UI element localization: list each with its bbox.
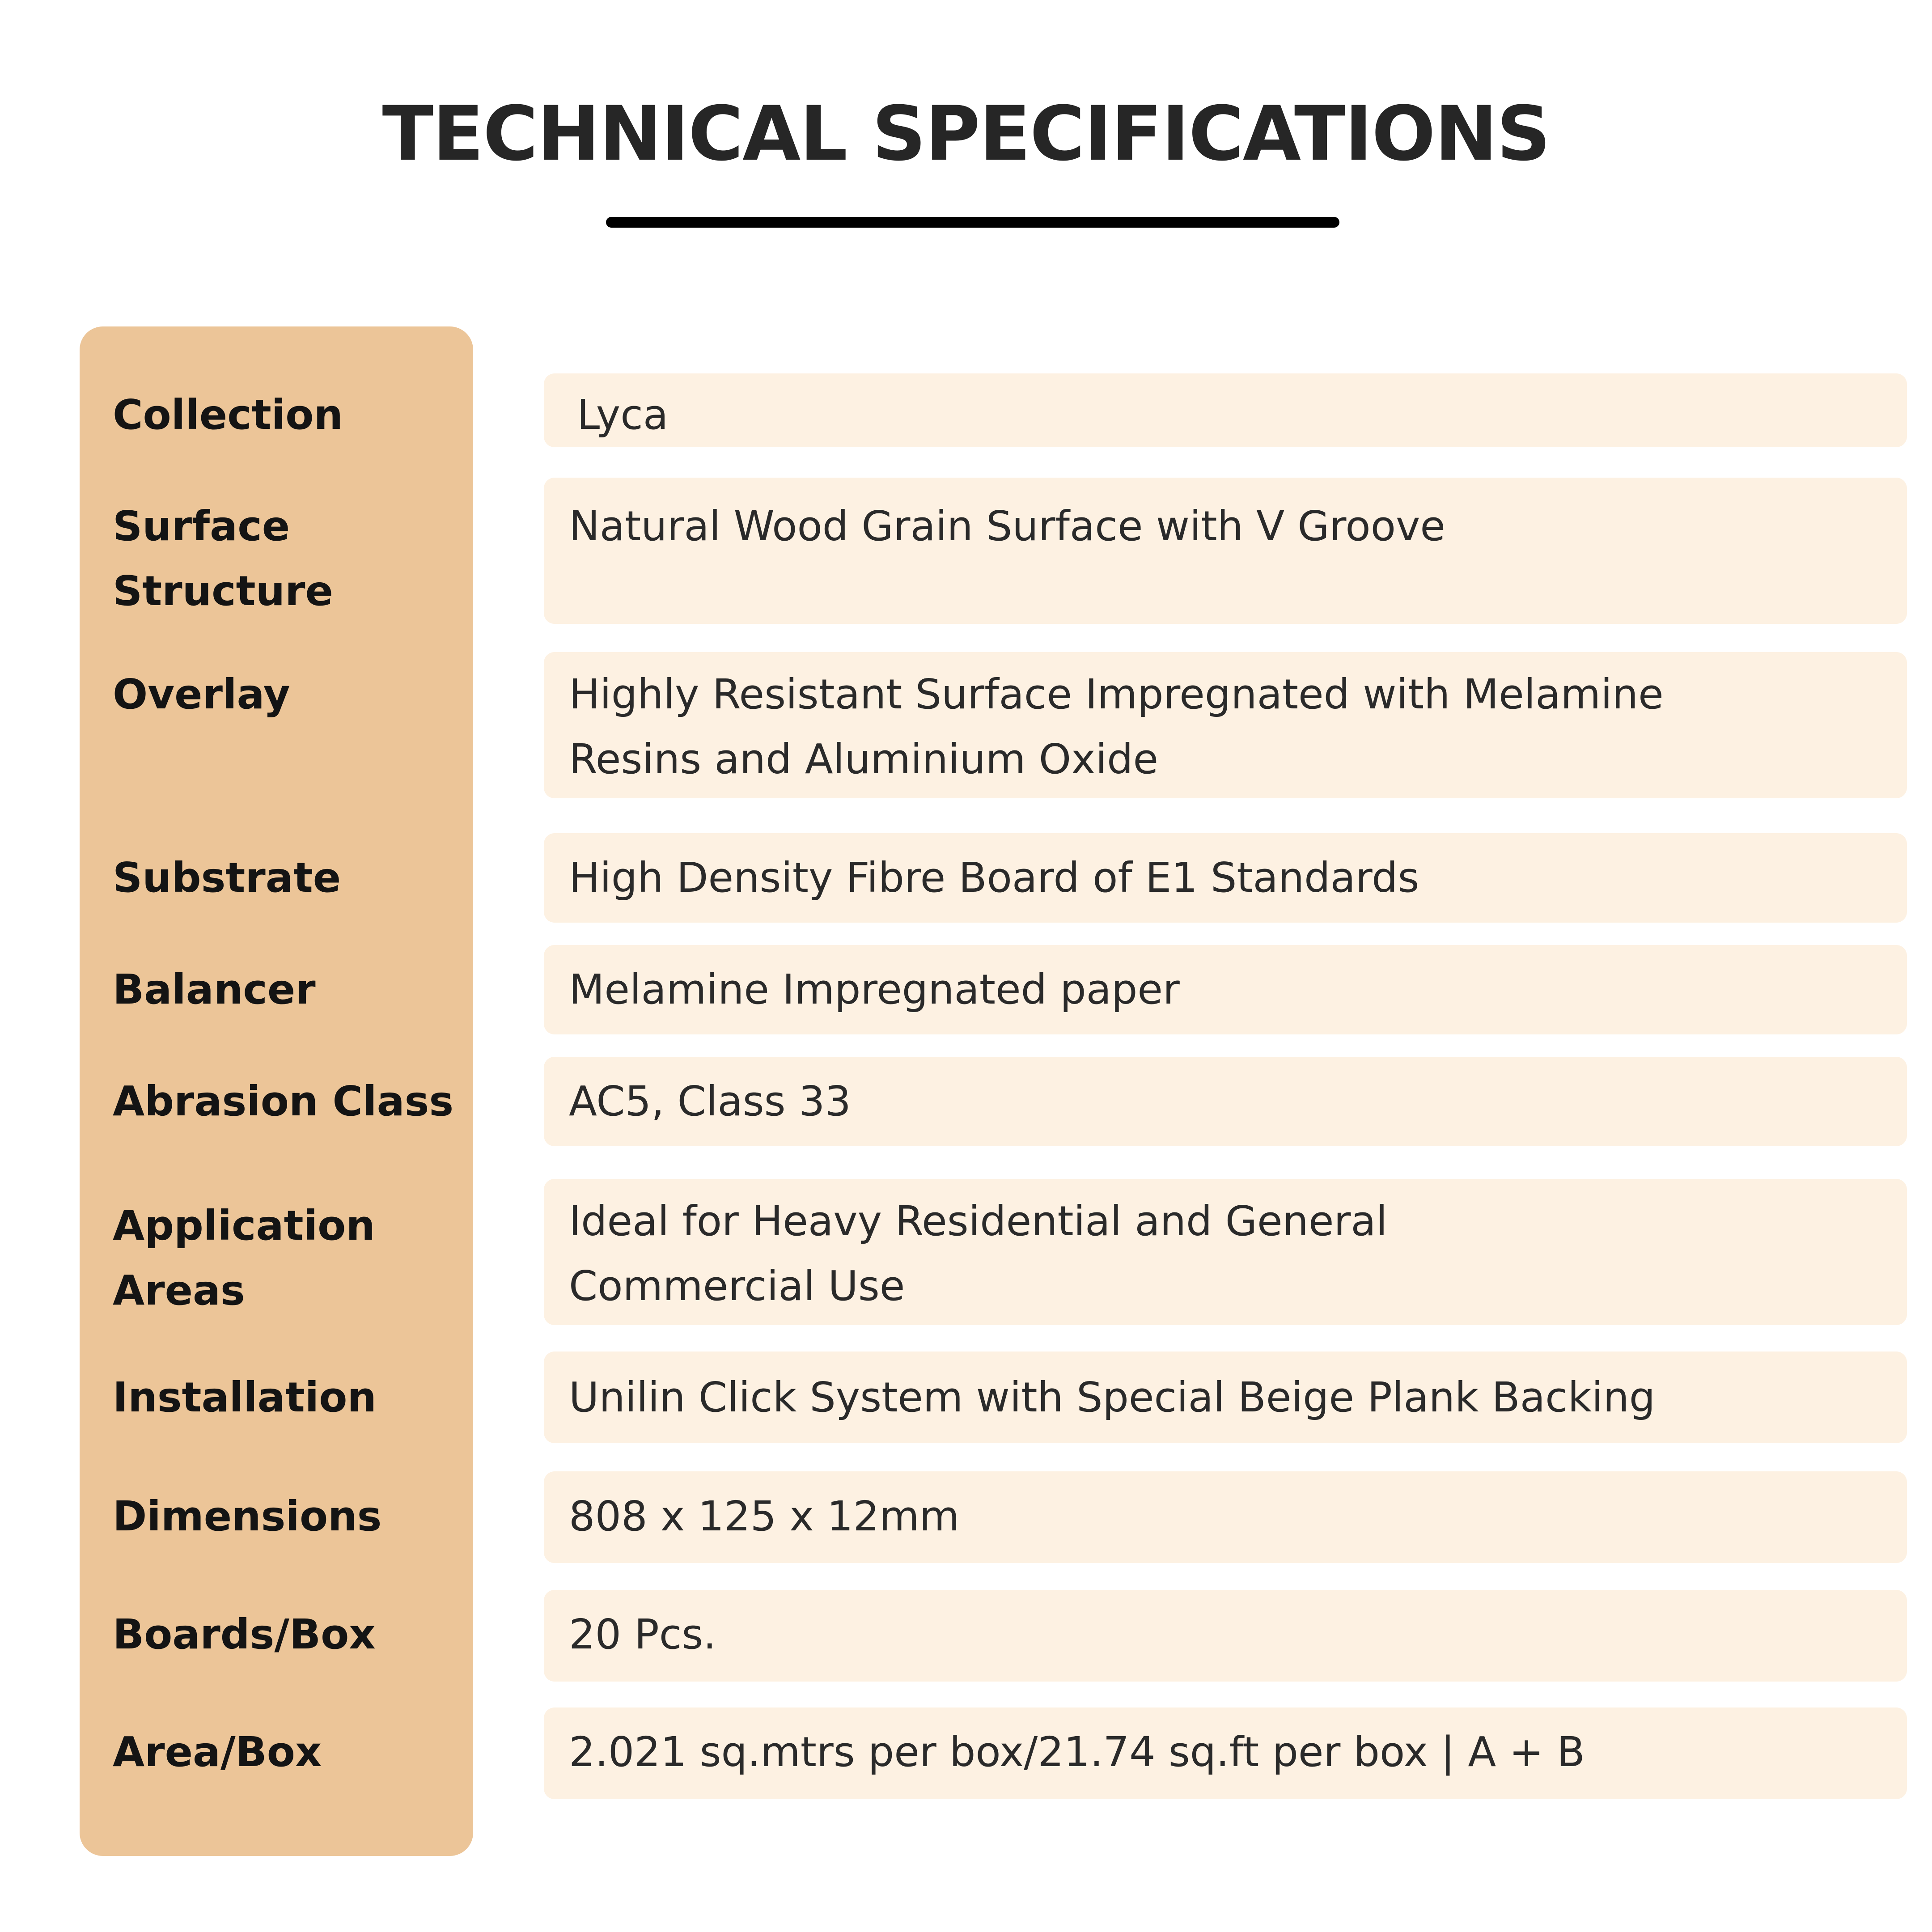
spec-value-overlay	[569, 662, 1893, 792]
value-line: AC5, Class 33	[569, 1077, 851, 1125]
value-line: Ideal for Heavy Residential and General	[569, 1197, 1388, 1245]
spec-value-abrasion-class	[569, 1069, 1893, 1134]
page-title: TECHNICAL SPECIFICATIONS	[382, 90, 1550, 178]
spec-label-substrate	[113, 845, 462, 910]
value-line: 20 Pcs.	[569, 1610, 716, 1658]
spec-value-boards-per-box	[569, 1602, 1893, 1667]
label-line: Installation	[113, 1373, 377, 1421]
value-line: 808 x 125 x 12mm	[569, 1492, 960, 1540]
spec-value-application-areas	[569, 1189, 1893, 1318]
spec-value-installation	[569, 1365, 1893, 1430]
label-line: Boards/Box	[113, 1610, 376, 1658]
spec-label-overlay	[113, 662, 462, 727]
label-line: Dimensions	[113, 1492, 382, 1540]
spec-label-collection	[113, 382, 462, 447]
spec-label-area-per-box	[113, 1720, 462, 1784]
value-line: 2.021 sq.mtrs per box/21.74 sq.ft per box | A + B	[569, 1728, 1585, 1776]
label-line: Substrate	[113, 854, 341, 902]
value-line: Lyca	[577, 391, 669, 439]
value-line: Unilin Click System with Special Beige Plank Backing	[569, 1373, 1656, 1421]
spec-value-collection	[577, 382, 1901, 447]
spec-value-area-per-box	[569, 1720, 1893, 1784]
spec-label-installation	[113, 1365, 462, 1430]
spec-label-balancer	[113, 957, 462, 1022]
title-underline	[606, 217, 1339, 228]
label-line: Areas	[113, 1267, 245, 1314]
spec-label-boards-per-box	[113, 1602, 462, 1667]
label-line: Overlay	[113, 670, 290, 718]
spec-value-balancer	[569, 957, 1893, 1022]
label-line: Area/Box	[113, 1728, 322, 1776]
value-line: Natural Wood Grain Surface with V Groove	[569, 502, 1446, 550]
label-line: Balancer	[113, 966, 316, 1013]
label-line: Abrasion Class	[113, 1077, 454, 1125]
value-line: Resins and Aluminium Oxide	[569, 735, 1159, 783]
value-line: High Density Fibre Board of E1 Standards	[569, 854, 1419, 902]
spec-label-surface-structure	[113, 494, 462, 623]
label-line: Structure	[113, 567, 333, 615]
spec-label-application-areas	[113, 1193, 462, 1323]
label-line: Surface	[113, 502, 290, 550]
spec-label-abrasion-class	[113, 1069, 462, 1134]
value-line: Highly Resistant Surface Impregnated with Melamine	[569, 670, 1664, 718]
spec-value-dimensions	[569, 1484, 1893, 1549]
label-line: Application	[113, 1202, 375, 1250]
value-line: Commercial Use	[569, 1262, 905, 1310]
spec-value-substrate	[569, 845, 1893, 910]
spec-label-dimensions	[113, 1484, 462, 1549]
label-line: Collection	[113, 391, 343, 439]
spec-value-surface-structure	[569, 494, 1893, 559]
value-line: Melamine Impregnated paper	[569, 966, 1180, 1013]
